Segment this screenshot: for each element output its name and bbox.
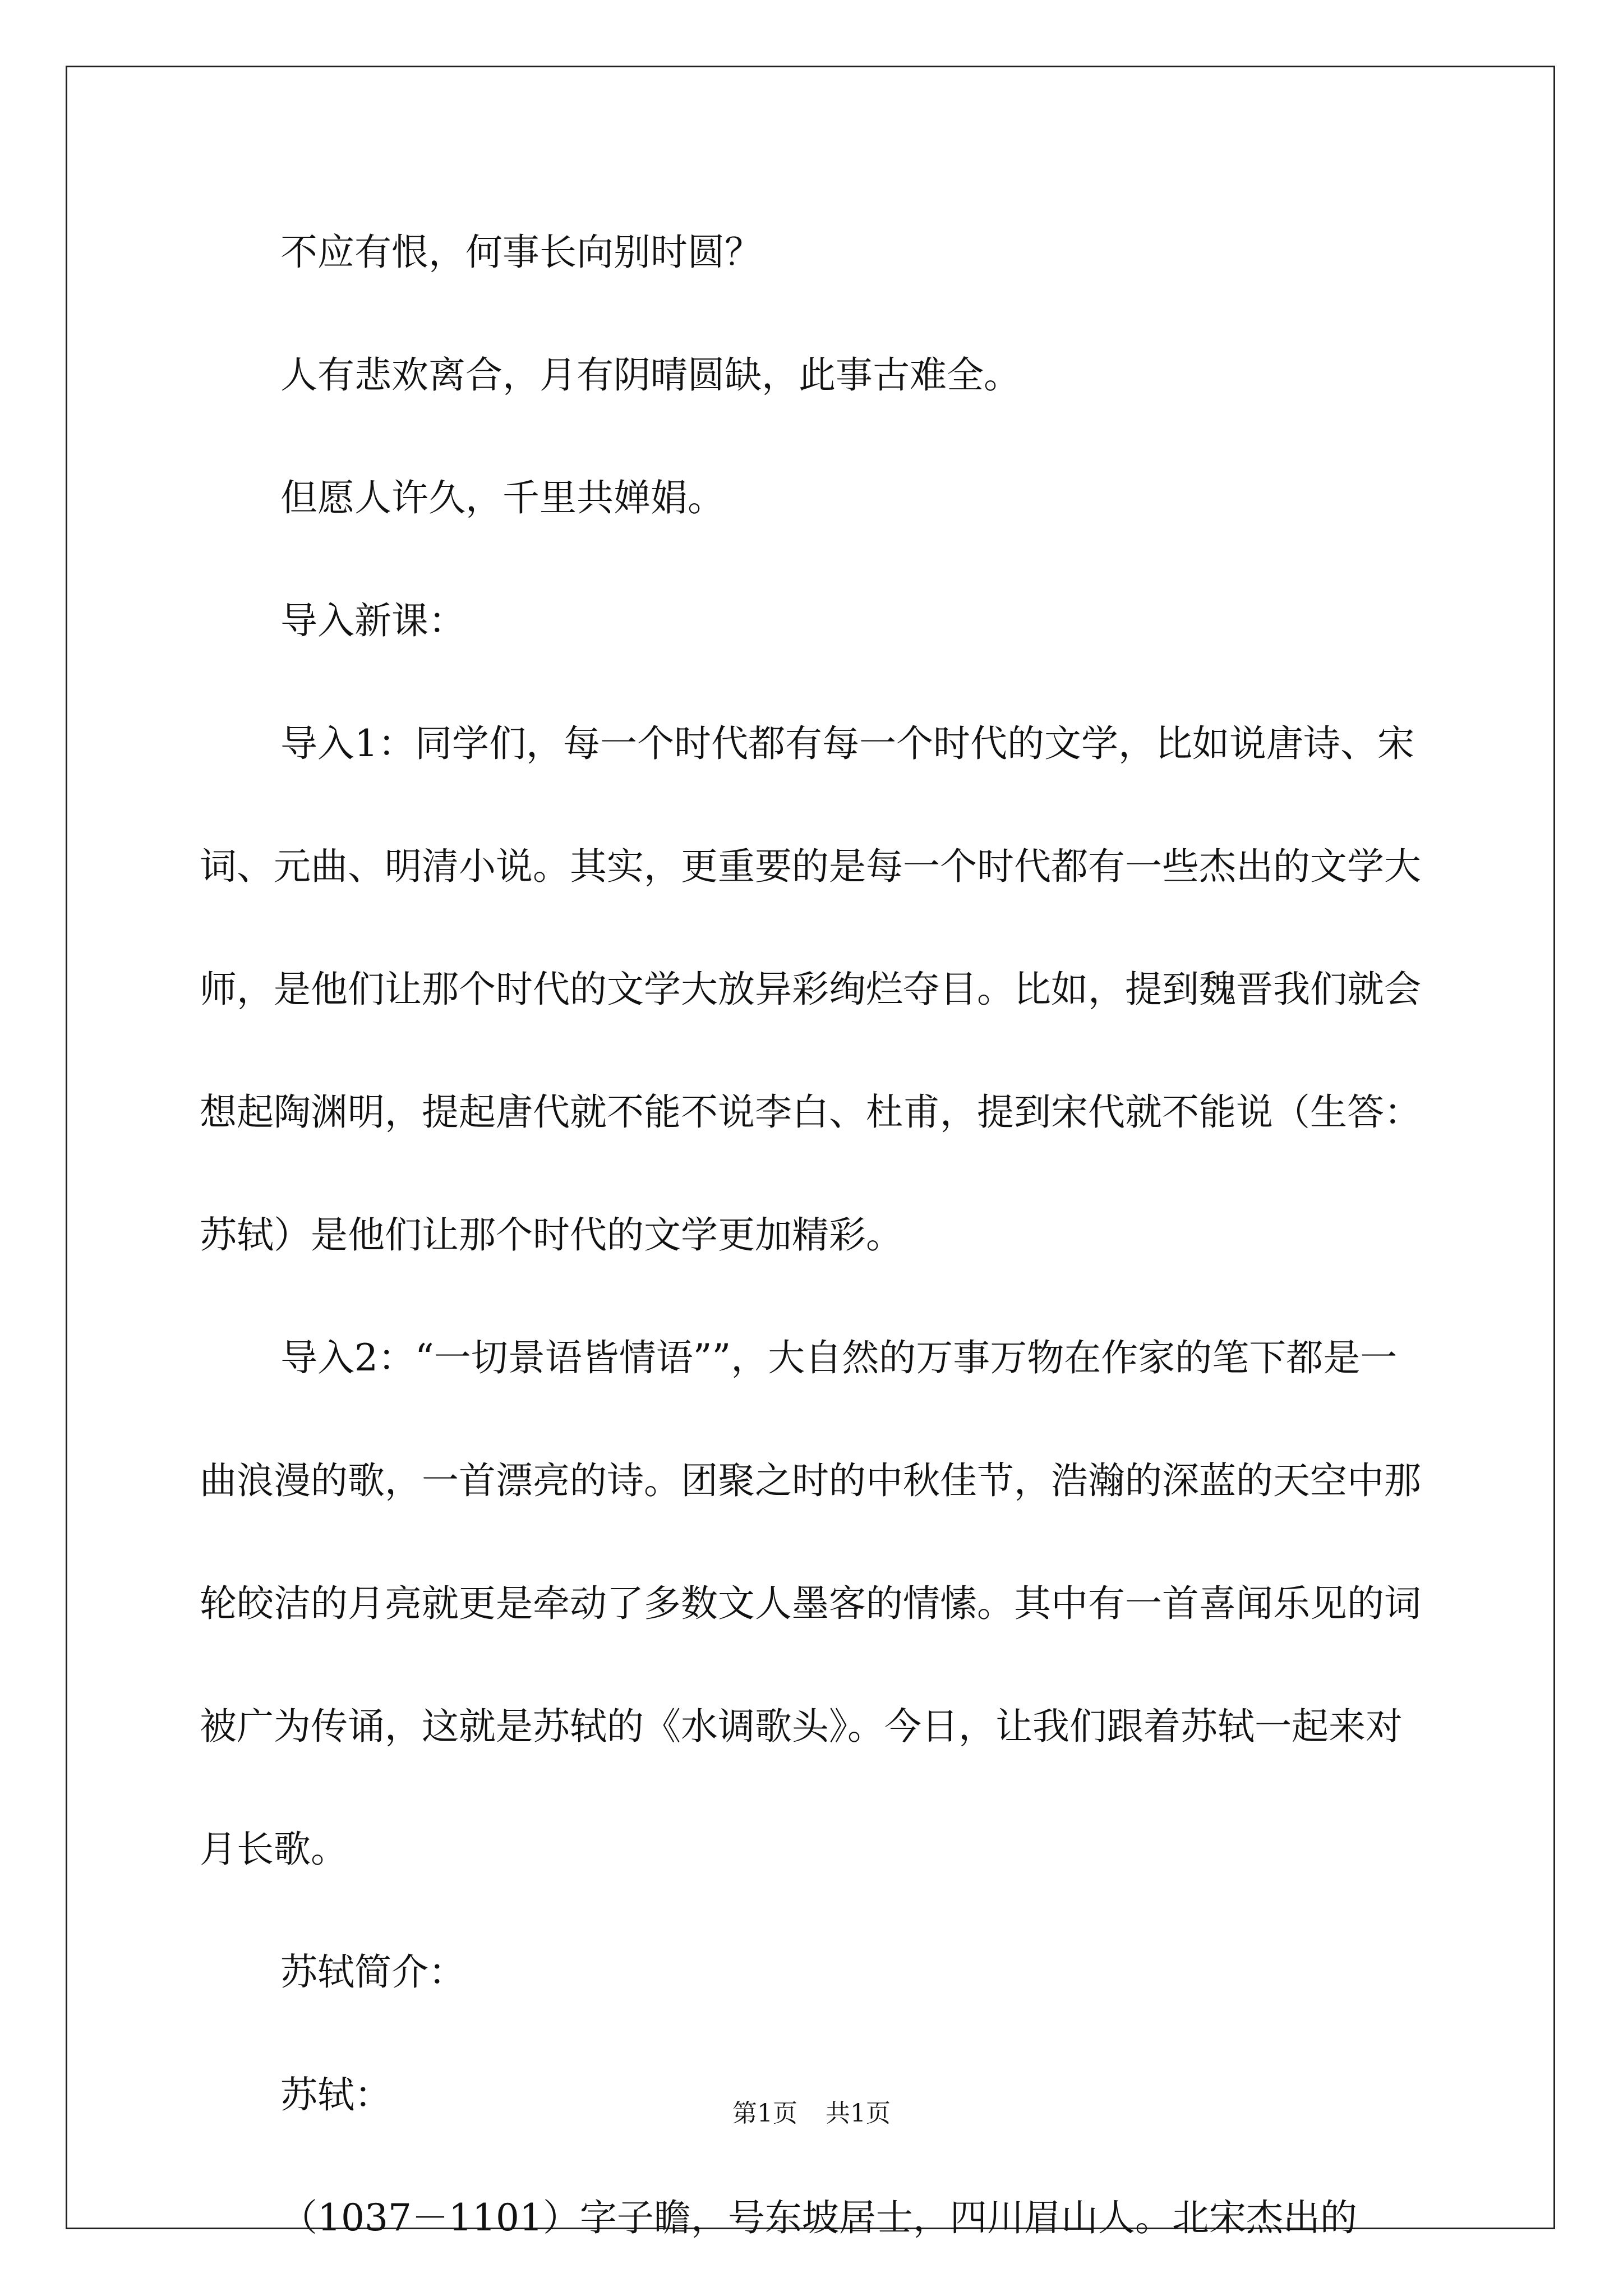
paragraph-2: 人有悲欢离合，月有阴晴圆缺，此事古难全。	[280, 353, 1021, 397]
paragraph-1: 不应有恨，何事长向别时圆？	[280, 231, 762, 274]
paragraph-4: 导入新课：	[280, 599, 465, 642]
page-total: 共1页	[826, 2099, 891, 2128]
paragraph-3: 但愿人许久，千里共婵娟。	[280, 476, 725, 519]
page-footer	[0, 2097, 1623, 2131]
paragraph-8: 苏轼：	[280, 2073, 391, 2116]
paragraph-6: 导入2：“一切景语皆情语””，大自然的万事万物在作家的笔下都是一曲浪漫的歌，一首漂亮的诗。团聚之时的中秋佳节，浩瀚的深蓝的天空中那轮皎洁的月亮就更是牵动了多数文人墨客的情愫。其中有一首喜闻乐见的词被广为传诵，这就是苏轼的《水调歌头》。今日，让我们跟着苏轼一起来对月长歌。	[200, 1336, 1421, 1871]
paragraph-7: 苏轼简介：	[280, 1950, 465, 1994]
paragraph-5: 导入1：同学们，每一个时代都有每一个时代的文学，比如说唐诗、宋词、元曲、明清小说。其实，更重要的是每一个时代都有一些杰出的文学大师，是他们让那个时代的文学大放异彩绚烂夺目。比如，提到魏晋我们就会想起陶渊明，提起唐代就不能不说李白、杜甫，提到宋代就不能说（生答：苏轼）是他们让那个时代的文学更加精彩。	[200, 722, 1421, 1257]
page-number: 第1页	[732, 2099, 797, 2128]
paragraph-9: （1037－1101）字子瞻，号东坡居士，四川眉山人。北宋杰出的	[280, 2196, 1357, 2239]
